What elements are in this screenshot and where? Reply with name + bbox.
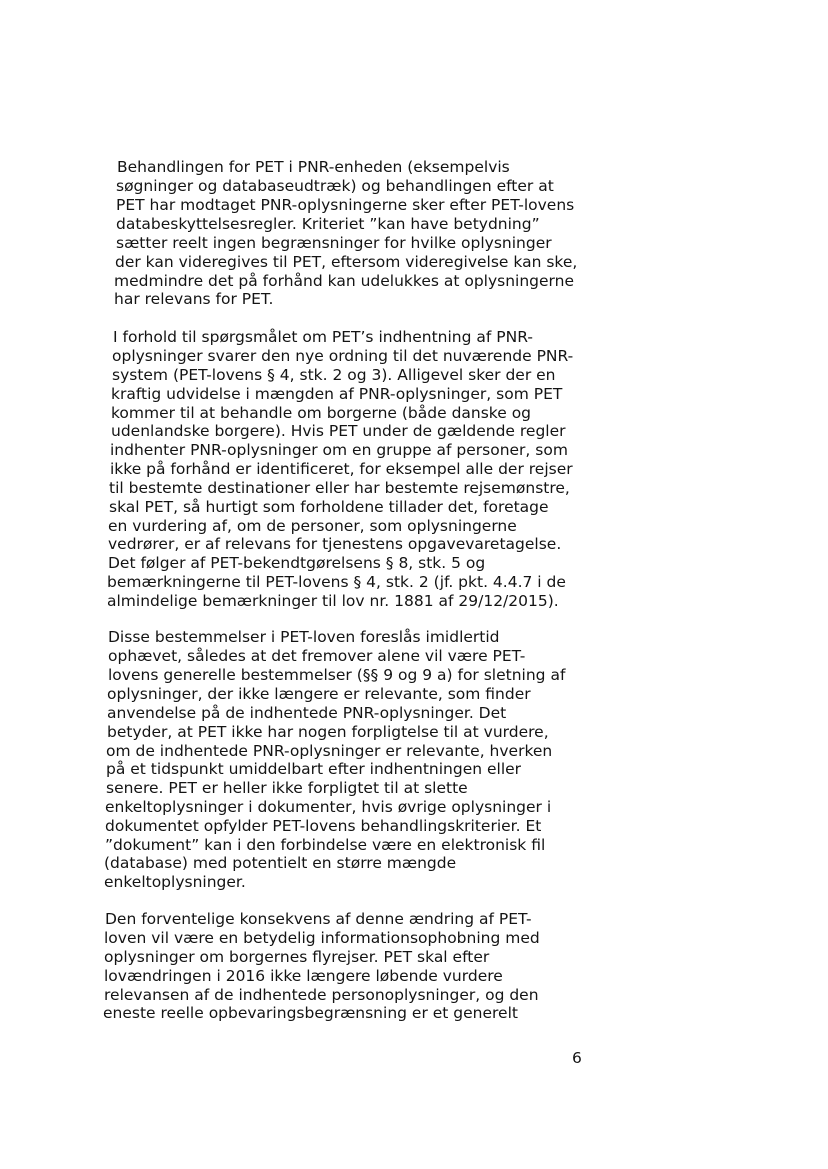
text-line: almindelige bemærkninger til lov nr. 1881 af 29/12/2015). (107, 592, 559, 610)
text-line: I forhold til spørgsmålet om PET’s indhentning af PNR- (113, 328, 533, 346)
text-line: oplysninger om borgernes flyrejser. PET skal efter (104, 948, 490, 966)
text-line: bemærkningerne til PET-lovens § 4, stk. 2 (jf. pkt. 4.4.7 i de (107, 573, 566, 591)
text-line: ”dokument” kan i den forbindelse være en elektronisk fil (105, 836, 546, 854)
text-line: har relevans for PET. (114, 290, 274, 308)
text-line: loven vil være en betydelig informationsophobning med (104, 929, 540, 947)
text-line: medmindre det på forhånd kan udelukkes at oplysningerne (114, 272, 575, 290)
text-line: søgninger og databaseudtræk) og behandlingen efter at (116, 177, 554, 195)
text-line: Det følger af PET-bekendtgørelsens § 8, stk. 5 og (108, 554, 486, 572)
text-line: Behandlingen for PET i PNR-enheden (eksempelvis (117, 158, 510, 176)
text-line: oplysninger svarer den nye ordning til det nuværende PNR- (112, 347, 574, 365)
text-line: skal PET, så hurtigt som forholdene tillader det, foretage (109, 498, 549, 516)
text-line: Disse bestemmelser i PET-loven foreslås imidlertid (108, 628, 500, 646)
text-line: Den forventelige konsekvens af denne ændring af PET- (105, 910, 532, 928)
text-line: kraftig udvidelse i mængden af PNR-oplysninger, som PET (111, 385, 563, 403)
text-line: til bestemte destinationer eller har bestemte rejsemønstre, (109, 479, 570, 497)
text-line: ophævet, således at det fremover alene vil være PET- (108, 647, 526, 665)
text-line: lovens generelle bestemmelser (§§ 9 og 9 a) for sletning af (108, 666, 566, 684)
text-line: oplysninger, der ikke længere er relevante, som finder (107, 685, 531, 703)
text-line: vedrører, er af relevans for tjenestens opgavevaretagelse. (108, 535, 562, 553)
text-line: relevansen af de indhentede personoplysninger, og den (104, 986, 539, 1004)
text-line: enkeltoplysninger. (104, 873, 246, 891)
text-line: indhenter PNR-oplysninger om en gruppe af personer, som (110, 441, 568, 459)
text-line: ikke på forhånd er identificeret, for eksempel alle der rejser (110, 460, 573, 478)
text-line: eneste reelle opbevaringsbegrænsning er et generelt (103, 1004, 518, 1022)
text-line: enkeltoplysninger i dokumenter, hvis øvrige oplysninger i (105, 798, 552, 816)
page-number: 6 (572, 1049, 582, 1067)
text-line: der kan videregives til PET, eftersom videregivelse kan ske, (115, 253, 578, 271)
text-line: sætter reelt ingen begrænsninger for hvilke oplysninger (116, 234, 552, 252)
text-line: om de indhentede PNR-oplysninger er relevante, hverken (106, 742, 553, 760)
text-line: udenlandske borgere). Hvis PET under de gældende regler (111, 422, 566, 440)
text-line: databeskyttelsesregler. Kriteriet ”kan have betydning” (116, 215, 540, 233)
text-line: dokumentet opfylder PET-lovens behandlingskriterier. Et (105, 817, 542, 835)
text-line: lovændringen i 2016 ikke længere løbende vurdere (104, 967, 503, 985)
text-line: betyder, at PET ikke har nogen forpligtelse til at vurdere, (107, 723, 549, 741)
text-line: på et tidspunkt umiddelbart efter indhentningen eller (106, 760, 522, 778)
text-line: system (PET-lovens § 4, stk. 2 og 3). Alligevel sker der en (112, 366, 556, 384)
text-line: kommer til at behandle om borgerne (både danske og (111, 404, 532, 422)
text-line: PET har modtaget PNR-oplysningerne sker efter PET-lovens (116, 196, 575, 214)
text-line: en vurdering af, om de personer, som oplysningerne (108, 517, 517, 535)
text-line: senere. PET er heller ikke forpligtet til at slette (106, 779, 468, 797)
text-line: anvendelse på de indhentede PNR-oplysninger. Det (107, 704, 507, 722)
text-line: (database) med potentielt en større mængde (104, 854, 457, 872)
